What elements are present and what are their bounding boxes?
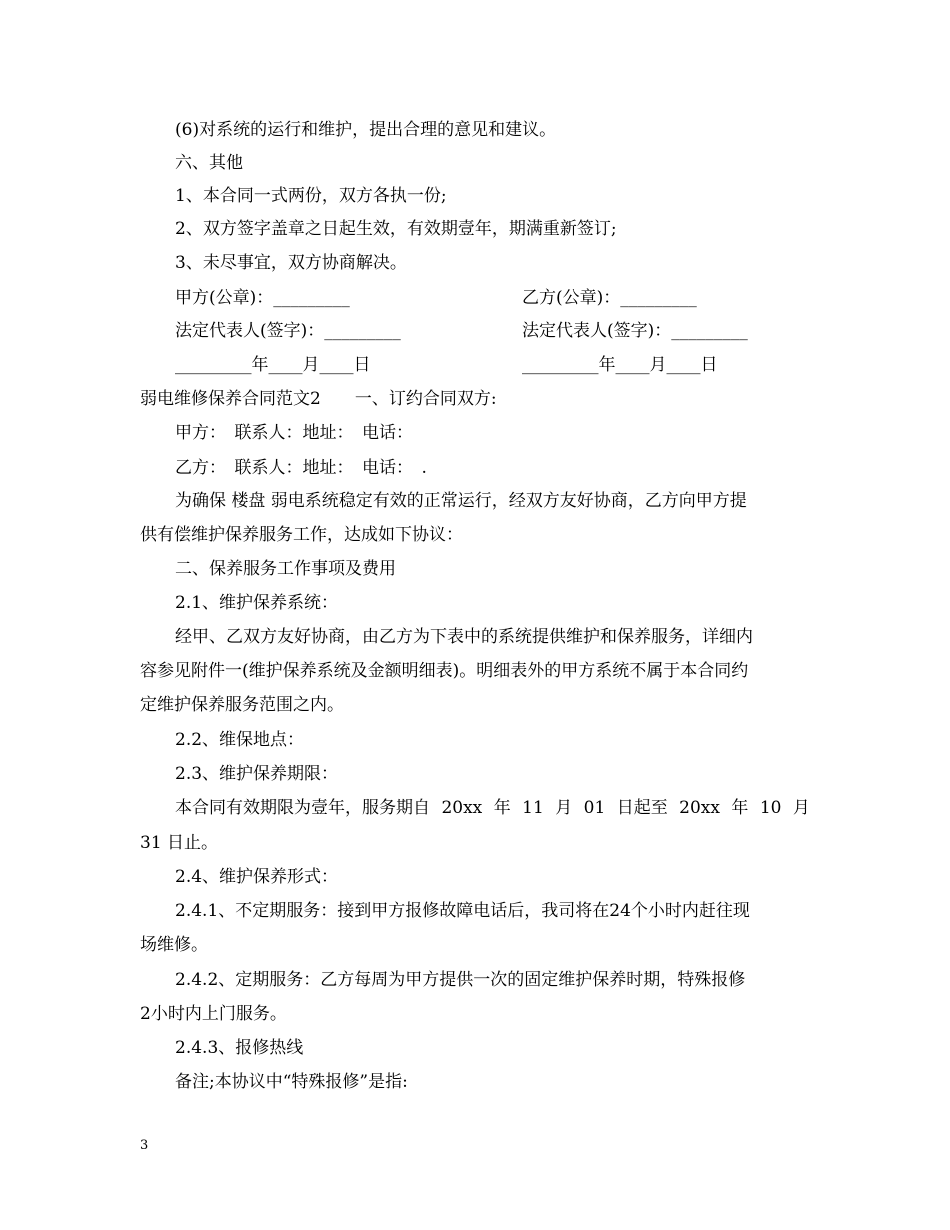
page-number: 3 [140, 1138, 149, 1153]
clause-2-1-body-line-2: 容参见附件一(维护保养系统及金额明细表)。明细表外的甲方系统不属于本合同约 [140, 661, 749, 681]
party-a-representative: 法定代表人(签字)：_________ [175, 321, 401, 341]
clause-2-4-2-line-1: 2.4.2、定期服务：乙方每周为甲方提供一次的固定维护保养时期，特殊报修 [175, 970, 746, 990]
clause-2-4-2-line-2: 2小时内上门服务。 [140, 1004, 287, 1024]
term-seg: 10 [759, 798, 782, 818]
clause-2-4-1-line-2: 场维修。 [140, 935, 208, 955]
contract-2-title: 弱电维修保养合同范文2 一、订约合同双方: [140, 389, 497, 409]
preamble-line-1: 为确保 楼盘 弱电系统稳定有效的正常运行，经双方友好协商，乙方向甲方提 [175, 491, 747, 511]
term-line-1 [175, 797, 810, 819]
clause-2-1: 2.1、维护保养系统： [175, 593, 339, 613]
clause-2-4-3: 2.4.3、报修热线 [175, 1038, 304, 1058]
term-seg: 月 [555, 798, 573, 818]
party-a-info: 甲方： 联系人：地址： 电话： [175, 423, 413, 443]
party-b-date: _________年____月____日 [522, 355, 718, 375]
term-line-2: 31 日止。 [140, 833, 219, 853]
other-item-1: 1、本合同一式两份，双方各执一份; [175, 186, 447, 206]
clause-2-1-body-line-3: 定维护保养服务范围之内。 [140, 695, 344, 715]
clause-2-2: 2.2、维保地点： [175, 730, 305, 750]
party-b-representative: 法定代表人(签字)：_________ [522, 321, 748, 341]
party-a-date: _________年____月____日 [175, 355, 371, 375]
section-heading-other: 六、其他 [175, 153, 243, 173]
remark-line: 备注;本协议中“特殊报修”是指: [175, 1072, 408, 1092]
term-seg: 月 [792, 798, 810, 818]
other-item-2: 2、双方签字盖章之日起生效，有效期壹年，期满重新签订; [175, 219, 617, 239]
party-b-info: 乙方： 联系人：地址： 电话： . [175, 458, 427, 478]
clause-2-4: 2.4、维护保养形式： [175, 867, 339, 887]
term-seg: 年 [493, 798, 511, 818]
clause-2-4-1-line-1: 2.4.1、不定期服务：接到甲方报修故障电话后，我司将在24个小时内赶往现 [175, 901, 750, 921]
party-b-seal: 乙方(公章)：_________ [522, 288, 697, 308]
term-seg: 20xx [679, 798, 720, 818]
preamble-line-2: 供有偿维护保养服务工作，达成如下协议： [140, 525, 463, 545]
clause-2-1-body-line-1: 经甲、乙双方友好协商，由乙方为下表中的系统提供维护和保养服务，详细内 [175, 627, 753, 647]
clause-6-6: (6)对系统的运行和维护，提出合理的意见和建议。 [175, 120, 557, 140]
clause-2-3: 2.3、维护保养期限： [175, 764, 339, 784]
other-item-3: 3、未尽事宜，双方协商解决。 [175, 253, 407, 273]
term-seg: 年 [731, 798, 749, 818]
term-seg: 本合同有效期限为壹年，服务期自 [175, 798, 430, 818]
term-seg: 11 [522, 798, 544, 818]
term-seg: 01 [583, 798, 606, 818]
term-seg: 20xx [441, 798, 483, 818]
term-seg: 日起至 [616, 798, 668, 818]
section-heading-service: 二、保养服务工作事项及费用 [175, 559, 396, 579]
party-a-seal: 甲方(公章)：_________ [175, 288, 350, 308]
